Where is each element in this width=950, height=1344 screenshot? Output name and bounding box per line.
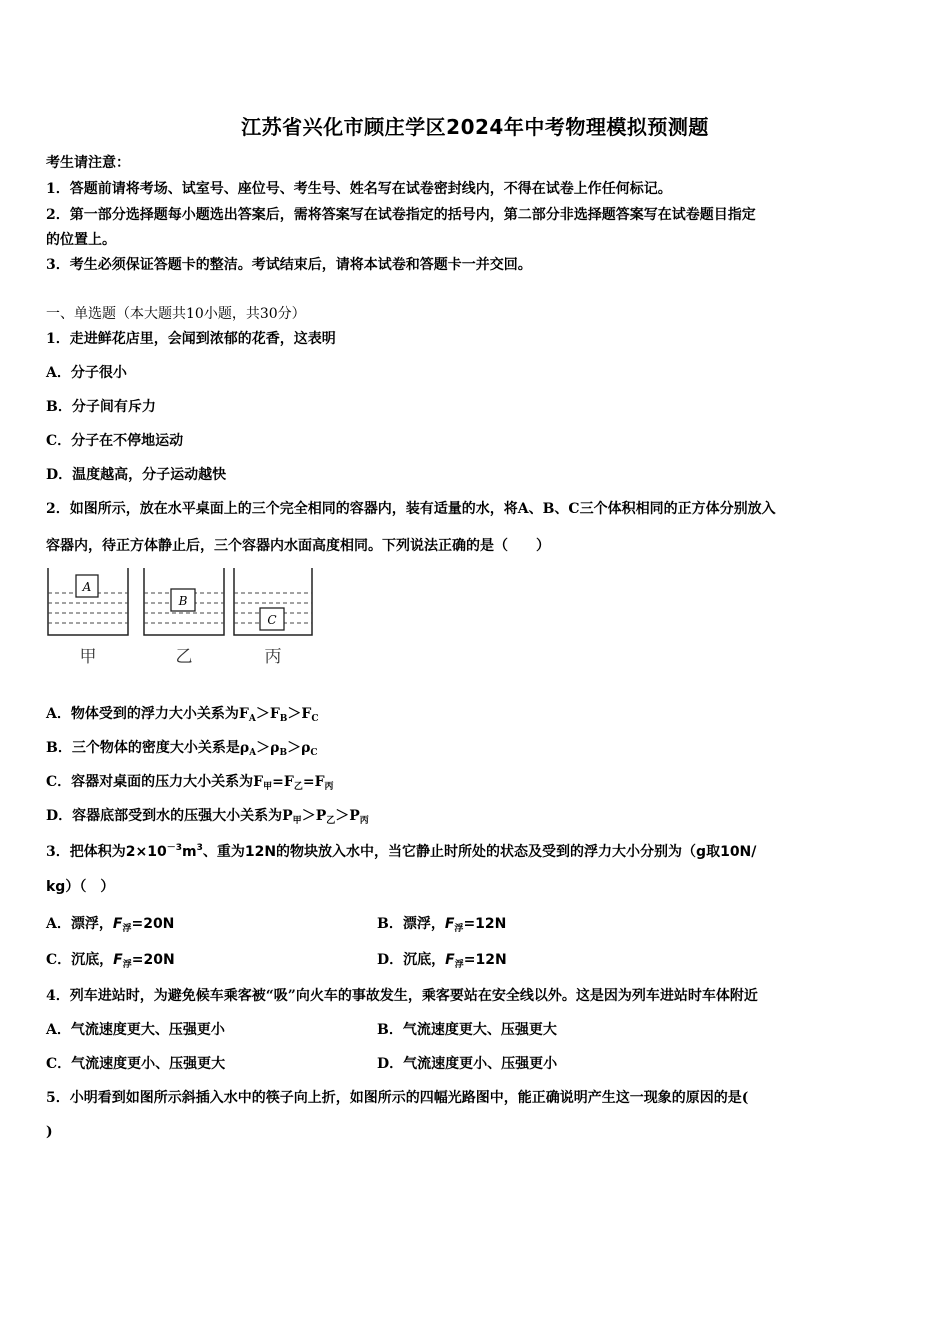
q3-option-c: C．沉底，$F_浮=20N$ — [46, 952, 175, 970]
q2-option-b: B．三个物体的密度大小关系是$\rho_A>\rho_B>\rho_C$ — [46, 740, 318, 758]
q2-stem-line2: 容器内，待正方体静止后，三个容器内水面高度相同。下列说法正确的是（ ） — [46, 538, 550, 554]
q1-option-b: B．分子间有斥力 — [46, 399, 156, 415]
block-c-label: C — [267, 613, 277, 627]
block-a-label: A — [82, 580, 92, 594]
label-jia: 甲 — [79, 647, 97, 667]
q3-option-d: D．沉底，$F_浮=12N$ — [377, 952, 507, 970]
q4-option-d: D．气流速度更小、压强更小 — [377, 1056, 558, 1072]
label-bing: 丙 — [264, 647, 282, 667]
q3-stem-line2: kg）（ ） — [46, 879, 115, 895]
q2-stem-line1: 2．如图所示，放在水平桌面上的三个完全相同的容器内，装有适量的水，将A、B、C三个体积相同的正方体分别放入 — [46, 501, 776, 517]
section-heading: 一、单选题（本大题共10小题，共30分） — [46, 306, 306, 322]
notice-heading: 考生请注意： — [46, 155, 130, 171]
container-yi — [144, 568, 224, 635]
q3-option-a: A．漂浮，$F_浮=20N$ — [46, 916, 175, 934]
q2-option-a: A．物体受到的浮力大小关系为$F_A>F_B>F_C$ — [46, 706, 319, 724]
container-jia — [48, 568, 128, 635]
q1-option-c: C．分子在不停地运动 — [46, 433, 184, 449]
q3-option-b: B．漂浮，$F_浮=12N$ — [377, 916, 507, 934]
q4-stem: 4．列车进站时，为避免候车乘客被“吸”向火车的事故发生，乘客要站在安全线以外。这是因为列车进站时车体附近 — [46, 988, 758, 1004]
notice-item-2-cont: 的位置上。 — [46, 232, 116, 248]
label-yi: 乙 — [175, 647, 193, 667]
notice-item-1: 1．答题前请将考场、试室号、座位号、考生号、姓名写在试卷密封线内，不得在试卷上作任何标记。 — [46, 181, 672, 197]
q1-option-a: A．分子很小 — [46, 365, 127, 381]
notice-item-3: 3．考生必须保证答题卡的整洁。考试结束后，请将本试卷和答题卡一并交回。 — [46, 257, 532, 273]
q5-stem-line1: 5．小明看到如图所示斜插入水中的筷子向上折，如图所示的四幅光路图中，能正确说明产生这一现象的原因的是( — [46, 1090, 749, 1106]
q4-option-c: C．气流速度更小、压强更大 — [46, 1056, 226, 1072]
containers-figure — [46, 566, 326, 668]
q1-option-d: D．温度越高，分子运动越快 — [46, 467, 227, 483]
q4-option-a: A．气流速度更大、压强更小 — [46, 1022, 225, 1038]
page-title: 江苏省兴化市顾庄学区2024年中考物理模拟预测题 — [241, 115, 709, 139]
q2-option-d: D．容器底部受到水的压强大小关系为$P_甲>P_乙>P_丙$ — [46, 808, 369, 826]
q3-stem-line1: 3．把体积为$2\times 10^{-3}m^3$、重为12N的物块放入水中，当它静止时所处的状态及受到的浮力大小分别为（g取10N/ — [46, 843, 757, 860]
q4-option-b: B．气流速度更大、压强更大 — [377, 1022, 557, 1038]
notice-item-2: 2．第一部分选择题每小题选出答案后，需将答案写在试卷指定的括号内，第二部分非选择题答案写在试卷题目指定 — [46, 207, 756, 223]
container-bing — [234, 568, 312, 635]
q5-stem-line2: ) — [46, 1124, 53, 1140]
q1-stem: 1．走进鲜花店里，会闻到浓郁的花香，这表明 — [46, 331, 336, 347]
q2-option-c: C．容器对桌面的压力大小关系为$F_甲=F_乙=F_丙$ — [46, 774, 334, 792]
block-b-label: B — [178, 594, 188, 608]
